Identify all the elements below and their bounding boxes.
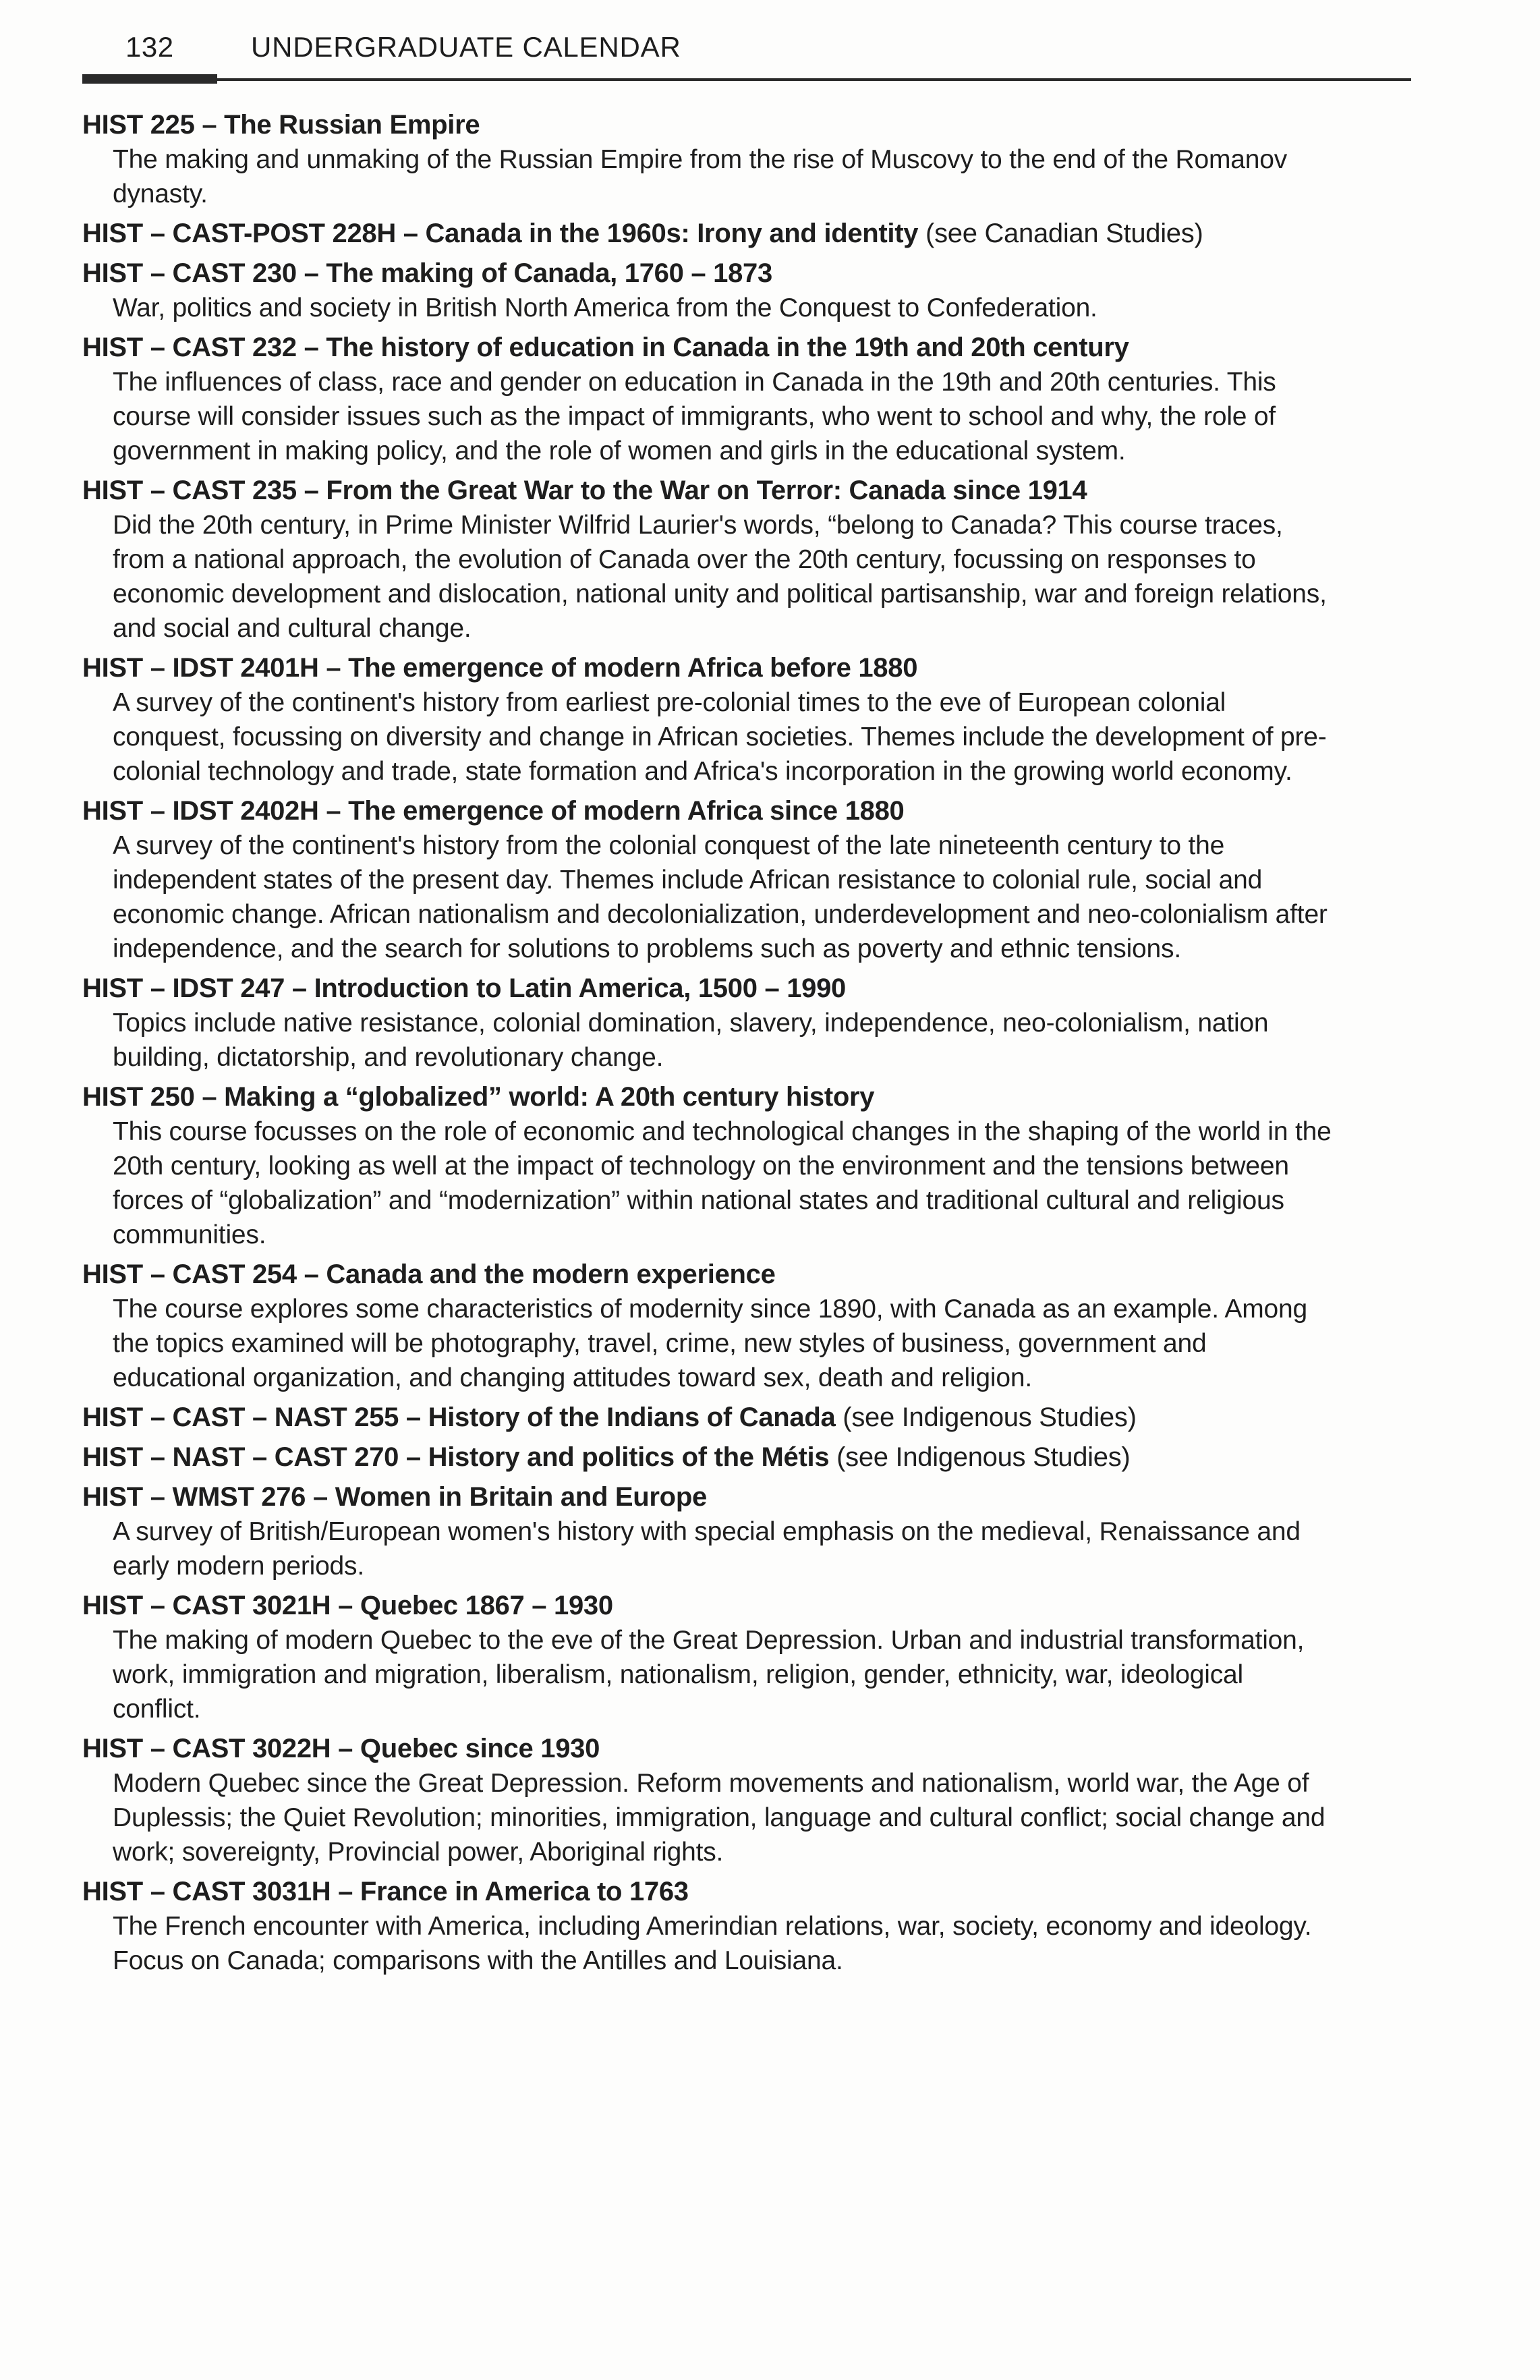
course-title-line [82, 256, 1337, 291]
course-title-line [82, 1732, 1337, 1766]
course-description: A survey of British/European women's history with special emphasis on the medieval, Renaissance and early modern periods. [113, 1517, 1301, 1581]
course-description: The making and unmaking of the Russian Empire from the rise of Muscovy to the end of the Romanov dynasty. [113, 145, 1288, 208]
course-entry [82, 1732, 1337, 1869]
course-entry [82, 1480, 1337, 1583]
course-description: Modern Quebec since the Great Depression. Reform movements and nationalism, world war, the Age of Duplessis; the Quiet Revolution; minorities, immigration, language and cultural conflict; social change and work; sovereignty, Provincial power, Aboriginal rights. [113, 1769, 1325, 1867]
course-description: The course explores some characteristics of modernity since 1890, with Canada as an example. Among the topics examined will be photography, travel, crime, new styles of business, government and educational organization, and changing attitudes toward sex, death and religion. [113, 1295, 1307, 1392]
course-entry [82, 474, 1337, 646]
course-title: HIST – WMST 276 – Women in Britain and Europe [82, 1482, 707, 1512]
course-title-line [82, 651, 1337, 685]
course-cross-reference: (see Indigenous Studies) [843, 1402, 1137, 1432]
header-rule-thick [82, 74, 217, 84]
course-title-line [82, 971, 1337, 1006]
course-title: HIST – IDST 2401H – The emergence of modern Africa before 1880 [82, 653, 918, 683]
course-title: HIST – CAST 230 – The making of Canada, 1760 – 1873 [82, 258, 772, 288]
course-entry [82, 971, 1337, 1075]
course-entry [82, 217, 1337, 251]
course-description: War, politics and society in British North America from the Conquest to Confederation. [113, 293, 1097, 322]
course-entry [82, 108, 1337, 211]
course-title: HIST 225 – The Russian Empire [82, 110, 480, 140]
course-title-line [82, 1480, 1337, 1514]
course-description: Topics include native resistance, colonial domination, slavery, independence, neo-colonialism, nation building, dictatorship, and revolutionary change. [113, 1009, 1269, 1072]
course-title-line [82, 1400, 1337, 1435]
course-title: HIST – CAST 3022H – Quebec since 1930 [82, 1734, 600, 1763]
course-title-line [82, 1875, 1337, 1909]
course-description: A survey of the continent's history from the colonial conquest of the late nineteenth century to the independent states of the present day. Themes include African resistance to colonial rule, social and economic change. African nationalism and decolonialization, underdevelopment and neo-colonialism after independence, and the search for solutions to problems such as poverty and ethnic tensions. [113, 831, 1328, 963]
course-title-line [82, 1440, 1337, 1475]
course-entry [82, 1440, 1337, 1475]
course-title: HIST – IDST 2402H – The emergence of modern Africa since 1880 [82, 796, 905, 826]
course-title: HIST – CAST 3031H – France in America to 1763 [82, 1877, 689, 1906]
course-entry [82, 651, 1337, 789]
course-cross-reference: (see Indigenous Studies) [836, 1442, 1131, 1472]
course-title-line [82, 1080, 1337, 1114]
course-description: The influences of class, race and gender on education in Canada in the 19th and 20th centuries. This course will consider issues such as the impact of immigrants, who went to school and why, the role of government in making policy, and the role of women and girls in the educational system. [113, 368, 1276, 465]
page-number: 132 [125, 31, 174, 63]
course-entry [82, 794, 1337, 966]
course-title: HIST – CAST-POST 228H – Canada in the 1960s: Irony and identity [82, 219, 919, 248]
course-title-line [82, 1589, 1337, 1623]
course-list [82, 108, 1337, 1983]
course-title: HIST – CAST 254 – Canada and the modern experience [82, 1259, 776, 1289]
course-description: Did the 20th century, in Prime Minister Wilfrid Laurier's words, “belong to Canada? This course traces, from a national approach, the evolution of Canada over the 20th century, focussing on responses to economic development and dislocation, national unity and political partisanship, war and foreign relations, and social and cultural change. [113, 511, 1327, 643]
course-title: HIST – CAST 3021H – Quebec 1867 – 1930 [82, 1591, 613, 1620]
course-title-line [82, 331, 1337, 365]
running-head [82, 27, 1330, 81]
course-entry [82, 331, 1337, 468]
course-entry [82, 256, 1337, 325]
course-title-line [82, 217, 1337, 251]
course-description: The making of modern Quebec to the eve of the Great Depression. Urban and industrial transformation, work, immigration and migration, liberalism, nationalism, religion, gender, ethnicity, war, ideological conflict. [113, 1626, 1305, 1724]
course-title-line [82, 794, 1337, 828]
course-description: The French encounter with America, including Amerindian relations, war, society, economy and ideology. Focus on Canada; comparisons with the Antilles and Louisiana. [113, 1912, 1312, 1975]
course-entry [82, 1257, 1337, 1395]
running-head-title: UNDERGRADUATE CALENDAR [251, 31, 681, 63]
course-cross-reference: (see Canadian Studies) [925, 219, 1203, 248]
course-entry [82, 1589, 1337, 1726]
course-description: This course focusses on the role of economic and technological changes in the shaping of the world in the 20th century, looking as well at the impact of technology on the environment and the tensions between forces of “globalization” and “modernization” within national states and traditional cultural and religious communities. [113, 1117, 1332, 1249]
course-title: HIST – NAST – CAST 270 – History and politics of the Métis [82, 1442, 830, 1472]
course-entry [82, 1080, 1337, 1252]
header-rule-thin [217, 78, 1411, 81]
course-title: HIST 250 – Making a “globalized” world: A 20th century history [82, 1082, 875, 1112]
course-title: HIST – CAST – NAST 255 – History of the Indians of Canada [82, 1402, 836, 1432]
course-description: A survey of the continent's history from earliest pre-colonial times to the eve of European colonial conquest, focussing on diversity and change in African societies. Themes include the development of pre-colonial technology and trade, state formation and Africa's incorporation in the growing world economy. [113, 688, 1327, 786]
course-title-line [82, 474, 1337, 508]
course-title: HIST – CAST 235 – From the Great War to the War on Terror: Canada since 1914 [82, 476, 1087, 505]
course-entry [82, 1400, 1337, 1435]
course-entry [82, 1875, 1337, 1978]
course-title: HIST – IDST 247 – Introduction to Latin America, 1500 – 1990 [82, 973, 847, 1003]
course-title: HIST – CAST 232 – The history of education in Canada in the 19th and 20th century [82, 333, 1129, 362]
course-title-line [82, 108, 1337, 142]
course-title-line [82, 1257, 1337, 1292]
